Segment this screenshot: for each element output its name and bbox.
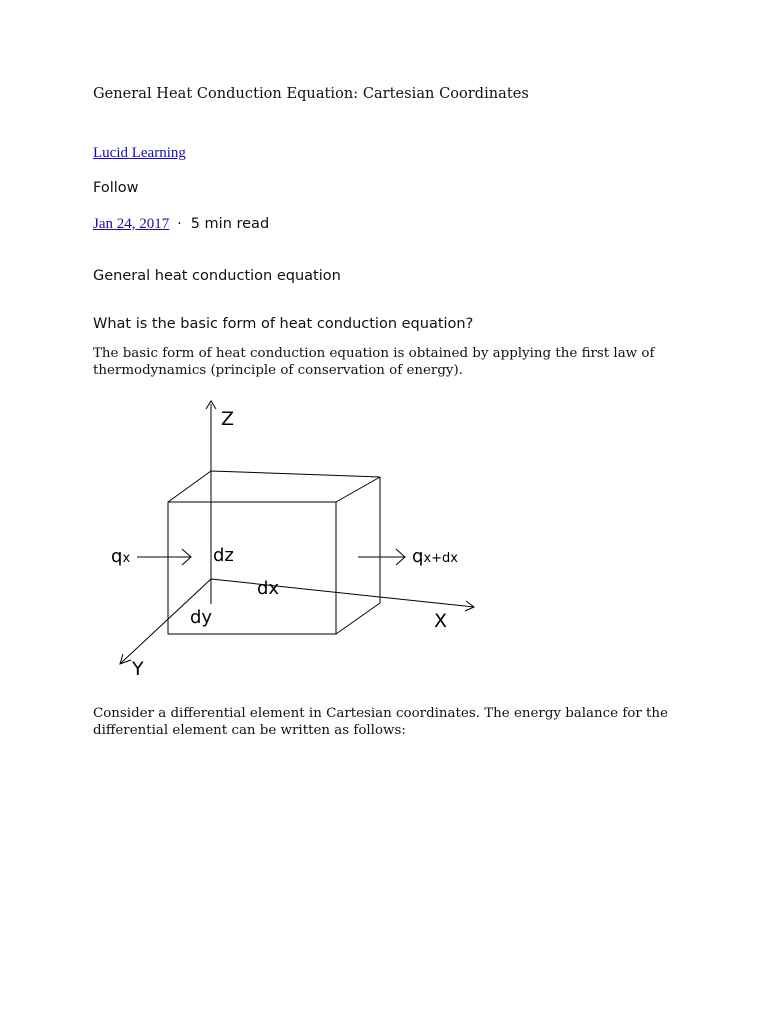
cube-edge <box>336 603 380 634</box>
dz-label: dz <box>213 545 234 566</box>
dy-label: dy <box>190 607 213 628</box>
flux-in-label: qx <box>111 546 131 567</box>
follow-button[interactable]: Follow <box>93 180 139 196</box>
article-meta <box>93 216 269 233</box>
meta-separator: · <box>177 216 182 232</box>
cube-edge <box>211 471 380 477</box>
z-axis-label: Z <box>221 408 235 430</box>
intro-paragraph: The basic form of heat conduction equation is obtained by applying the first law of thermodynamics (principle of conservation of energy). <box>93 346 655 378</box>
x-axis-line <box>211 579 474 607</box>
section-heading: General heat conduction equation <box>93 268 341 284</box>
outro-paragraph: Consider a differential element in Cartesian coordinates. The energy balance for the differential element can be written as follows: <box>93 706 668 738</box>
page-title: General Heat Conduction Equation: Cartesian Coordinates <box>93 86 529 102</box>
y-axis-label: Y <box>132 658 144 680</box>
flux-out-label: qx+dx <box>412 546 458 567</box>
read-time: 5 min read <box>190 216 270 232</box>
differential-element-diagram <box>100 396 490 686</box>
dx-label: dx <box>257 578 280 599</box>
x-axis-label: X <box>434 610 448 632</box>
cube-edge <box>168 471 211 502</box>
cube-edge <box>336 477 380 502</box>
publish-date-link[interactable]: Jan 24, 2017 <box>93 216 170 232</box>
question-heading: What is the basic form of heat conduction equation? <box>93 316 474 332</box>
author-link[interactable]: Lucid Learning <box>93 145 186 161</box>
